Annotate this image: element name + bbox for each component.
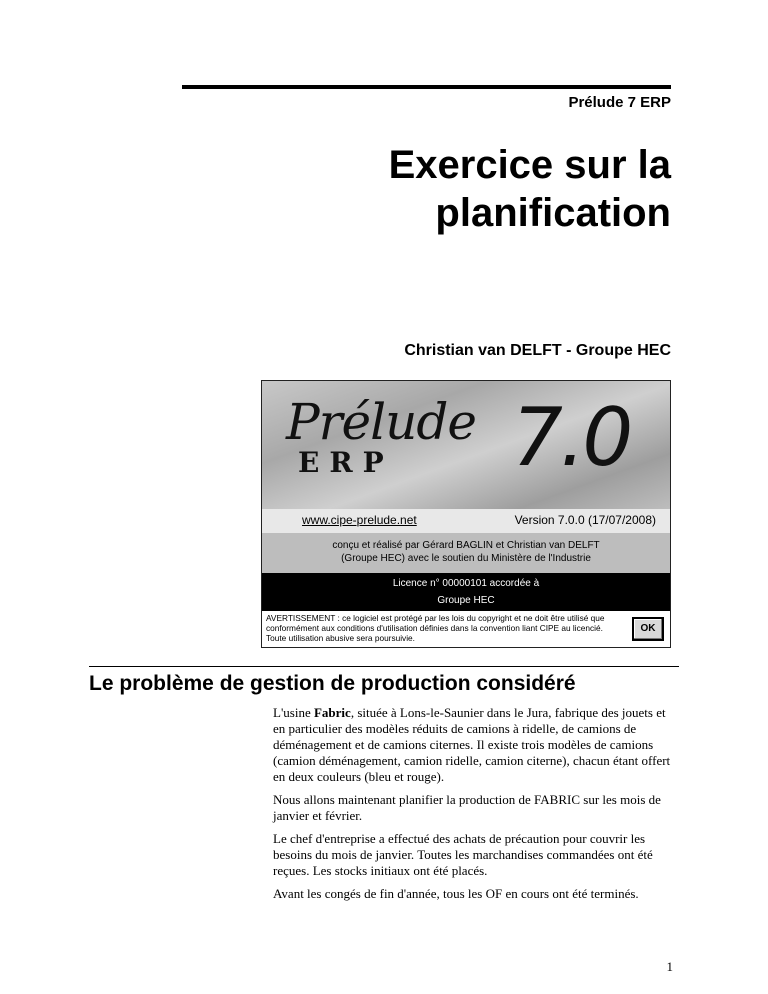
page-number: 1	[666, 959, 673, 974]
document-title	[389, 141, 671, 237]
body-text	[273, 705, 679, 909]
splash-warning	[262, 611, 670, 647]
splash-info-row	[262, 509, 670, 533]
splash-screen	[261, 380, 671, 648]
logo-erp: ERP	[298, 446, 394, 479]
paragraph-2: Nous allons maintenant planifier la production de FABRIC sur les mois de janvier et février.	[273, 792, 661, 823]
ok-button[interactable]: OK	[632, 617, 664, 641]
paragraph-4: Avant les congés de fin d'année, tous les OF en cours ont été terminés.	[273, 886, 639, 901]
licence-line-2: Groupe HEC	[437, 595, 495, 606]
title-line-1: Exercice sur la	[388, 143, 671, 187]
warning-text: AVERTISSEMENT : ce logiciel est protégé par les lois du copyright et ne doit être utilisé que conformément aux conditions d'utilisation définies dans la convention liant CIPE au licencié. Toute utilisation abusive sera poursuivie.	[266, 613, 605, 643]
version-text: Version 7.0.0 (17/07/2008)	[514, 513, 656, 527]
website-link[interactable]: www.cipe-prelude.net	[302, 513, 417, 527]
p1-rest: , située à Lons-le-Saunier dans le Jura, fabrique des jouets et en particulier des modèles réduits de camions à ridelle, de camions de déménagement et de camions citernes. Il existe trois modèles de camions (camion déménagement, camion ridelle, camion citerne), chacun étant offert en deux couleurs (bleu et rouge).	[273, 705, 671, 784]
p1-intro: L'usine	[273, 705, 314, 720]
licence-line-1: Licence n° 00000101 accordée à	[392, 578, 540, 589]
section-rule	[89, 666, 679, 667]
paragraph-1	[273, 705, 679, 785]
logo-script: Prélude	[286, 393, 476, 451]
author-line: Christian van DELFT - Groupe HEC	[404, 342, 671, 359]
header-label: Prélude 7 ERP	[568, 94, 671, 111]
credits-line-2: (Groupe HEC) avec le soutien du Ministère de l'Industrie	[341, 553, 591, 564]
logo-version: 7.0	[512, 391, 631, 484]
section-heading: Le problème de gestion de production considéré	[89, 672, 576, 695]
title-line-2: planification	[435, 191, 671, 235]
paragraph-3: Le chef d'entreprise a effectué des achats de précaution pour couvrir les besoins du mois de janvier. Toutes les marchandises commandées ont été reçues. Les stocks initiaux ont été placés.	[273, 831, 653, 878]
header-rule	[182, 85, 671, 89]
splash-licence	[262, 573, 670, 611]
p1-bold: Fabric	[313, 705, 351, 720]
splash-credits	[262, 533, 670, 573]
credits-line-1: conçu et réalisé par Gérard BAGLIN et Christian van DELFT	[332, 540, 600, 551]
splash-logo	[262, 381, 670, 509]
